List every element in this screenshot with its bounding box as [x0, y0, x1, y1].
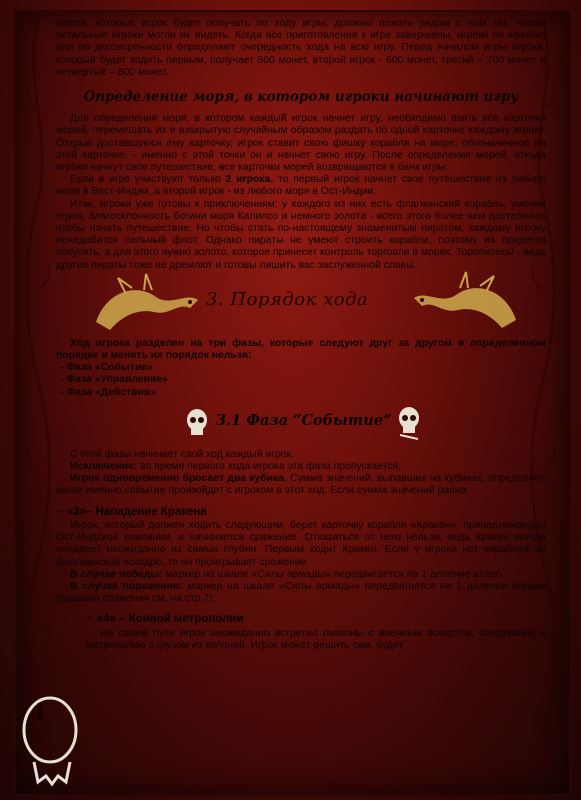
text-span: . Сумма значений, выпавших на кубиках, определяет, какое именно событие произойдет с игроком в этот ход. Если сумма значений равна:	[56, 473, 546, 497]
event-exception	[56, 461, 546, 473]
event3-paragraph: Игрок, который должен ходить следующим, берет карточку корабля «Кракен», принадлежащего Ост-Индской компании, и начинается сражение. Отказаться от него нельзя, ведь Кракен всегда нападает неожиданно из самых глубин. Первым ходит Кракен. Если у игрока нет кораблей во флагманской эскадре, то он проигрывает сражение.	[56, 519, 546, 568]
event4-paragraph: На своем пути игрок неожиданно встретил галеоны с военным эскортом, следующие в метрополию с грузом из колоний. Игрок может решить сам, будет	[86, 627, 546, 651]
event-phase-title: 3.1 Фаза “Событие”	[216, 411, 392, 429]
sea-section-heading: Определение моря, в котором игроки начинают игру	[83, 89, 519, 106]
list-item: - Фаза «Событие»	[60, 362, 153, 374]
turn-order-title: 3. Порядок хода	[206, 288, 369, 310]
event-intro: С этой фазы начинает свой ход каждый игрок.	[70, 448, 294, 460]
event3-title: «3»– Нападение Кракена	[66, 505, 207, 518]
bold-text: В случае победы:	[70, 568, 163, 580]
event3-win	[56, 569, 546, 581]
event4-heading	[86, 613, 546, 625]
sea-paragraph-3: Итак, игроки уже готовы к приключениям: у каждого из них есть флагманский корабль, умения героя, благосклонность богини моря Калипсо и немного золота - всего этого более чем достаточно, чтобы начать путешествие. Но чтобы стать по-настоящему знаменитым пиратом, каждому игроку понадобится сильный флот. Однако пираты не умеют строить корабли, поэтому их придется покупать, а для этого нужно золото, которое принесет контроль торговли в морях. Торопитесь! - ведь другие пираты тоже не дремлют и готовы лишить вас заслуженной славы.	[56, 198, 546, 271]
vine-ornament-left	[18, 20, 58, 780]
turn-order-banner	[56, 282, 546, 332]
swirl-icon: ~	[86, 613, 93, 626]
bold-text: Игрок одновременно бросает два кубика	[70, 473, 284, 485]
dragon-left-icon	[86, 272, 206, 338]
event3-heading	[56, 506, 546, 518]
list-item: - Фаза «Управление»	[60, 374, 168, 386]
text-span: маркер на шкале «Силы армады» передвигается на 1 деление влево.	[162, 568, 505, 580]
skull-icon	[184, 407, 210, 441]
swirl-icon: ~	[56, 505, 63, 518]
bold-text: Исключение:	[70, 461, 138, 473]
intro-paragraph: морей, которые игрок будет получать по ходу игры, должны лежать рядом с ним так, чтобы остальные игроки могли их видеть. Когда все приготовления к игре завершены, игроки по жребию или по договоренности определяют очередность хода на всю игру. Перед началом игры игроки, который будет ходить первым, получает 500 монет, второй игрок - 600 монет, третий – 700 монет и четвертый – 800 монет.	[56, 18, 546, 78]
event3-lose	[56, 581, 546, 605]
event-phase-banner	[56, 405, 546, 443]
text-span: Если в игре участвуют только	[70, 174, 226, 186]
phase-list	[60, 362, 546, 399]
sea-paragraph-1: Для определения моря, в котором каждый игрок начнет игру, необходимо взять все карточки морей, перемешать их и взакрытую случайным образом раздать по одной карточке каждому игроку. Открыв доставшуюся ему карточку, игрок ставит свою фишку корабля на море, обозначенное на этой карточке, - именно с этой точки он и начнет свою игру. После определения морей, откуда игроки начнут свое путешествие, все карточки морей возвращаются в банк игры.	[56, 113, 546, 174]
page-number: 4	[30, 700, 46, 726]
text-span: , то первый игрок начнет свое путешествие из любого моря в Вест-Индии, а второй игрок - из любого моря в Ост-Индии.	[56, 174, 546, 198]
event4-title: «4» – Конвой метрополии	[96, 613, 244, 626]
text-span: маркер на шкале «Силы армады» передвигается на 1 деление вправо (правила сражения см. на стр.7).	[56, 580, 546, 605]
bold-text: 2 игрока	[225, 174, 271, 186]
sea-paragraph-2	[56, 174, 546, 198]
skull-icon	[396, 405, 422, 441]
list-item: - Фаза «Действия»	[60, 386, 156, 398]
event-dice	[56, 473, 546, 497]
dragon-right-icon	[406, 270, 526, 336]
bold-text: В случае поражения:	[70, 580, 183, 592]
turn-order-intro: Ход игрока разделен на три фазы, которые следуют друг за другом в определенном порядке и менять их порядок нельзя:	[56, 337, 546, 362]
content	[56, 18, 546, 652]
text-span: во время первого хода игрока эта фаза пропускается.	[137, 461, 402, 473]
